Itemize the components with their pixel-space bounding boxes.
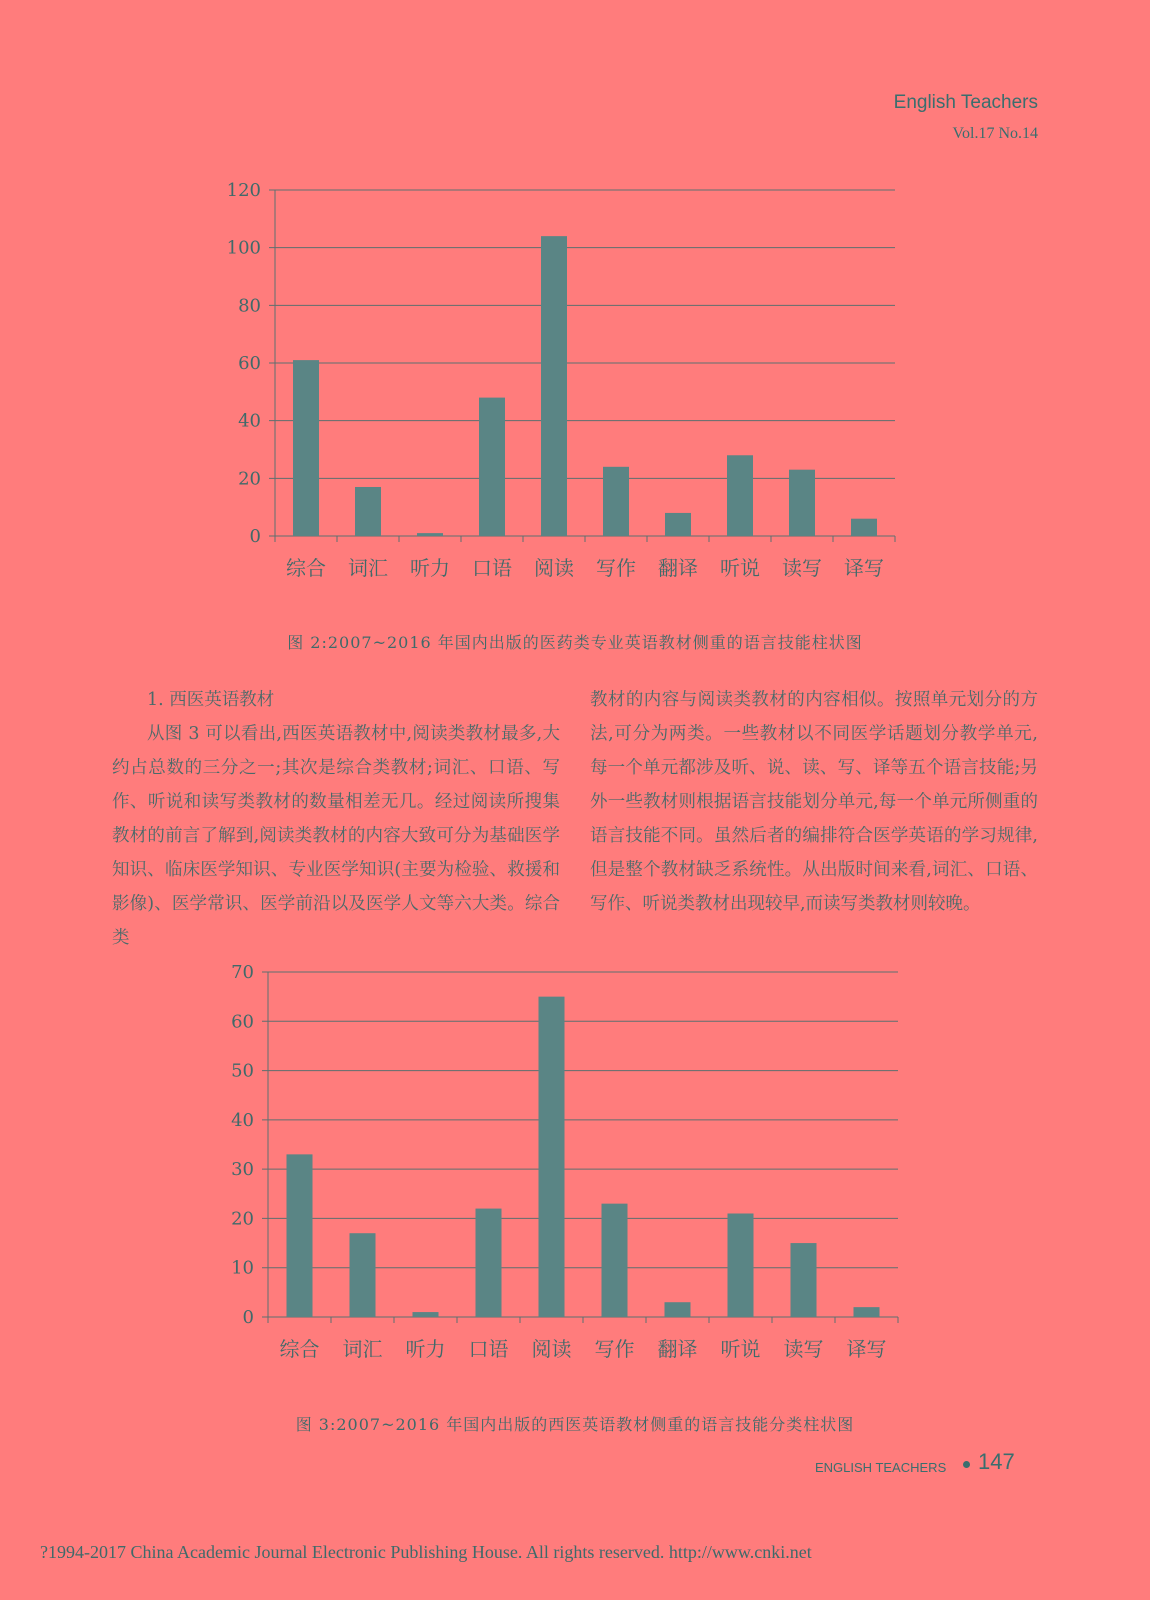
figure-3-bar-chart	[0, 960, 1150, 1400]
x-category-label: 翻译	[658, 556, 698, 580]
bar-5	[539, 997, 565, 1317]
bar-2	[355, 487, 381, 536]
x-category-label: 听说	[720, 556, 760, 580]
x-category-label: 译写	[844, 556, 884, 580]
y-tick-label: 0	[242, 1307, 254, 1328]
bar-4	[479, 398, 505, 536]
y-tick-label: 20	[238, 468, 261, 490]
bar-1	[293, 360, 319, 536]
x-category-label: 词汇	[342, 1337, 383, 1361]
bar-3	[413, 1312, 439, 1317]
bar-6	[603, 467, 629, 536]
left-paragraph: 从图 3 可以看出,西医英语教材中,阅读类教材最多,大约占总数的三分之一;其次是综合类教材;词汇、口语、写作、听说和读写类教材的数量相差无几。经过阅读所搜集教材的前言了解到,阅读类教材的内容大致可分为基础医学知识、临床医学知识、专业医学知识(主要为检验、救援和影像)、医学常识、医学前沿以及医学人文等六大类。综合类	[112, 724, 560, 948]
bar-5	[541, 236, 567, 536]
x-category-label: 阅读	[531, 1337, 572, 1361]
figure-2-bar-chart	[0, 0, 1150, 600]
figure-3-caption: 图 3:2007~2016 年国内出版的西医英语教材侧重的语言技能分类柱状图	[295, 1415, 855, 1434]
x-category-label: 写作	[596, 556, 636, 580]
y-tick-label: 60	[238, 353, 261, 374]
x-category-label: 听说	[720, 1337, 761, 1361]
bar-3	[417, 533, 443, 536]
left-column	[112, 683, 560, 955]
bar-8	[727, 455, 753, 536]
x-category-label: 口语	[468, 1337, 509, 1361]
right-column	[590, 683, 1038, 921]
bar-1	[287, 1154, 313, 1317]
y-tick-label: 40	[238, 410, 261, 432]
bar-4	[476, 1209, 502, 1317]
x-category-label: 听力	[405, 1337, 446, 1361]
y-tick-label: 100	[226, 237, 261, 259]
bar-9	[789, 470, 815, 536]
bar-8	[728, 1214, 754, 1318]
section-heading: 1. 西医英语教材	[147, 690, 275, 710]
y-tick-label: 70	[231, 962, 254, 983]
figure-2-caption: 图 2:2007~2016 年国内出版的医药类专业英语教材侧重的语言技能柱状图	[287, 633, 863, 652]
copyright-line: ?1994-2017 China Academic Journal Electronic Publishing House. All rights reserved. http://www.cnki.net	[40, 1542, 812, 1562]
right-paragraph: 教材的内容与阅读类教材的内容相似。按照单元划分的方法,可分为两类。一些教材以不同医学话题划分教学单元,每一个单元都涉及听、说、读、写、译等五个语言技能;另外一些教材则根据语言技能划分单元,每一个单元所侧重的语言技能不同。虽然后者的编排符合医学英语的学习规律,但是整个教材缺乏系统性。从出版时间来看,词汇、口语、写作、听说类教材出现较早,而读写类教材则较晚。	[590, 690, 1038, 914]
x-category-label: 综合	[286, 556, 326, 580]
bar-7	[665, 1302, 691, 1317]
x-category-label: 词汇	[348, 556, 388, 580]
x-category-label: 写作	[594, 1337, 635, 1361]
x-category-label: 译写	[846, 1337, 887, 1361]
y-tick-label: 0	[249, 526, 261, 547]
bar-10	[854, 1307, 880, 1317]
bar-10	[851, 519, 877, 536]
bullet-dot-icon	[963, 1461, 970, 1468]
y-tick-label: 10	[231, 1257, 254, 1279]
bar-9	[791, 1243, 817, 1317]
x-category-label: 阅读	[534, 556, 574, 580]
x-category-label: 翻译	[657, 1337, 698, 1361]
y-tick-label: 80	[238, 295, 261, 317]
bar-2	[350, 1233, 376, 1317]
page-number: 147	[978, 1449, 1015, 1474]
x-category-label: 听力	[410, 556, 450, 580]
x-category-label: 综合	[279, 1337, 320, 1361]
volume-number: Vol.17 No.14	[952, 125, 1038, 142]
footer-journal-name: ENGLISH TEACHERS	[815, 1460, 947, 1475]
x-category-label: 读写	[782, 556, 822, 580]
x-category-label: 读写	[783, 1337, 824, 1361]
x-category-label: 口语	[472, 556, 512, 580]
y-tick-label: 50	[231, 1060, 254, 1082]
journal-name: English Teachers	[893, 92, 1038, 113]
y-tick-label: 120	[226, 180, 261, 201]
y-tick-label: 20	[231, 1208, 254, 1230]
y-tick-label: 60	[231, 1011, 254, 1033]
bar-6	[602, 1204, 628, 1317]
y-tick-label: 30	[231, 1159, 254, 1181]
bar-7	[665, 513, 691, 536]
y-tick-label: 40	[231, 1109, 254, 1131]
